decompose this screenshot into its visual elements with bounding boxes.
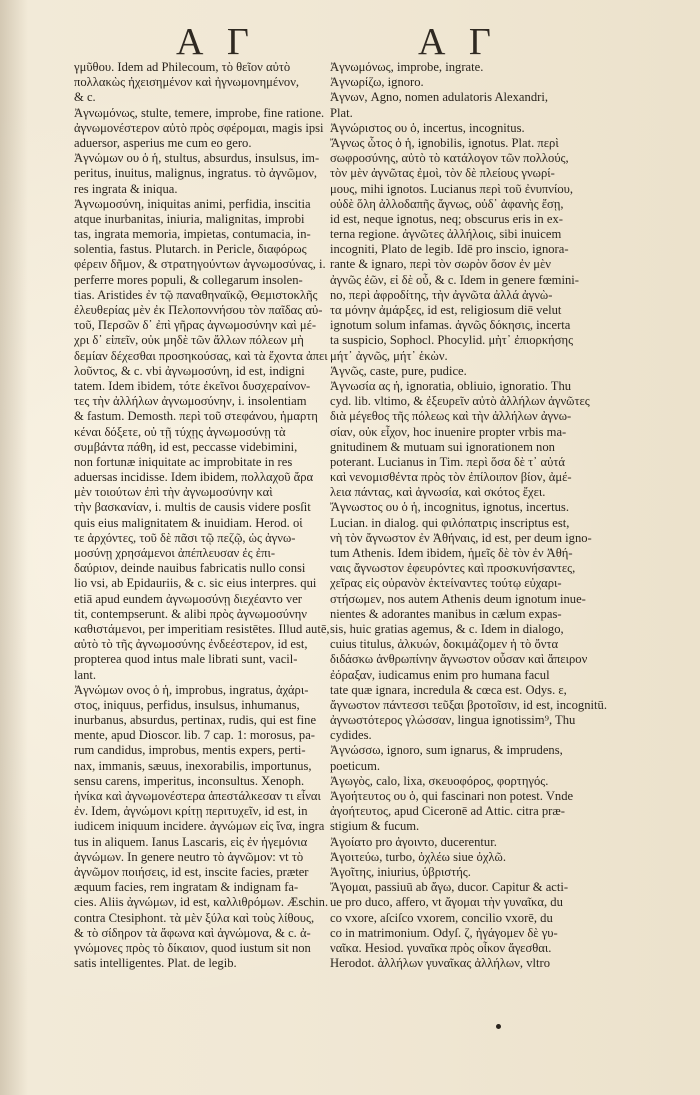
- text-line: ἀγνώμων. In genere neutro τὸ ἀγνῶμον: vt τὸ: [74, 849, 304, 864]
- text-line: & τὸ σίδηρον τὰ ἄφωνα καὶ ἀγνώμονα, & c. ἀ-: [74, 925, 311, 940]
- text-line: ἀγνωμονέστερον αὐτὸ πρὸς σφέρομαι, magis ipsi: [74, 120, 324, 135]
- text-line: sensu carens, imperitus, inconsultus. Xenoph.: [74, 773, 305, 788]
- text-line: τες τὴν ἀλλήλων ἀγνωμοσύνην, i. insolentiam: [74, 394, 307, 409]
- text-line: nax, immanis, sæuus, inexorabilis, importunus,: [74, 758, 312, 773]
- text-line: χρι δ᾽ εἰπεῖν, οὐκ μηδὲ τῶν ἄλλων πόλεων μὴ: [74, 333, 304, 348]
- text-line: νὴ τὸν ἄγνωστον ἐν Ἀθήναις, id est, per deum igno-: [330, 530, 592, 545]
- ink-dot: [496, 1024, 501, 1029]
- text-line: λοῦντος, & c. vbi ἀγνωμοσύνη, id est, indigni: [74, 363, 305, 378]
- text-line: Ἀγνωμόνως, stulte, temere, improbe, fine ratione.: [74, 105, 325, 120]
- text-line: ue pro duco, affero, vt ἄγομαι τὴν γυναῖκα, du: [330, 895, 563, 910]
- text-line: χεῖρας εἰς οὐρανὸν ἐκτείναντες τούτῳ εὐχαρι-: [330, 576, 562, 591]
- text-line: Ἀγνωσία ας ἡ, ignoratia, obliuio, ignoratio. Thu: [330, 378, 572, 393]
- text-line: καὶ νενομισθέντα πρὸς τὸν ἐπίλοιπον βίον, ἀμέ-: [330, 470, 572, 485]
- text-line: Ἀγνώριστος ου ὁ, incertus, incognitus.: [330, 120, 525, 135]
- text-line: γνώμονες πρὸς τὸ δίκαιον, quod iustum sit non: [74, 940, 311, 955]
- text-line: πολλακὼς ἠχεισημένον καὶ ἠγνωμονημένον,: [74, 75, 300, 90]
- text-line: satis intelligentes. Plat. de legib.: [74, 956, 237, 971]
- text-line: gnitudinem & mutuam sui ignorationem non: [330, 439, 555, 454]
- text-line: aduersor, asperius me cum eo gero.: [74, 135, 252, 150]
- text-line: ἀγνῶμον ποιήσεις, id est, inscite facies, præter: [74, 864, 309, 879]
- text-line: rum candidus, improbus, mentis expers, perti-: [74, 743, 306, 758]
- text-line: nientes & adorantes manibus in cælum expas-: [330, 606, 562, 621]
- text-line: Ἄγομαι, passiuū ab ἄγω, ducor. Capitur & acti-: [330, 880, 569, 895]
- text-line: διδάσκω ἀνθρωπίνην ἄγνωστον οὖσαν καὶ ἄπειρον: [330, 652, 588, 667]
- text-line: contra Ctesiphont. τὰ μὲν ξύλα καὶ τοὺς λίθους,: [74, 910, 315, 925]
- text-line: lio vsi, ab Epidauriis, & c. sic eius interpres. qui: [74, 576, 317, 591]
- text-line: τε ἀρχόντες, τοῦ δὲ πᾶσι τῷ πεζῷ, ὡς ἀγνω-: [74, 530, 296, 545]
- header-right: Α Γ: [418, 21, 499, 63]
- text-line: Ἀγνων, Agno, nomen adulatoris Alexandri,: [330, 90, 548, 105]
- text-line: Ἀγοίατο pro ἀγοιντο, ducerentur.: [330, 834, 497, 849]
- text-line: tum Athenis. Idem ibidem, ἡμεῖς δὲ τὸν ἐν Ἀθή-: [330, 546, 573, 560]
- text-line: ἄγνωστον πάντεσσι τεῦξαι βροτοῖσιν, id est, incognitū.: [330, 697, 607, 712]
- text-line: κέναι δόξετε, οὐ τῇ τύχῃς ἀγνωμοσύνῃ τὰ: [74, 424, 286, 439]
- text-line: no, περὶ ἀφροδίτης, τὴν ἀγνῶτα ἀλλά ἀγνὼ-: [330, 287, 553, 302]
- text-line: Lucian. in dialog. qui φιλόπατρις inscriptus est,: [330, 515, 570, 530]
- text-line: στήσωμεν, nos autem Athenis deum ignotum inue-: [330, 591, 586, 606]
- text-line: tas, ingrata memoria, impietas, contumacia, in-: [74, 227, 311, 242]
- text-line: συμβάντα πάθη, id est, peccasse videbimini,: [74, 439, 298, 454]
- text-line: non fortunæ iniquitate ac improbitate in res: [74, 454, 293, 469]
- text-line: ἀγνωστότερος γλώσσαν, lingua ignotissim⁹, Thu: [330, 713, 576, 728]
- text-line: lant.: [74, 667, 97, 682]
- text-line: δαύριον, deinde nauibus fabricatis nullo consi: [74, 561, 306, 576]
- text-line: ναῖκα. Hesiod. γυναῖκα πρὸς οἶκον ἄγεσθαι.: [330, 940, 552, 955]
- text-line: cyd. lib. vltimo, & ἐξευρεῖν αὐτὸ ἀλλήλων ἀγνῶτες: [330, 394, 590, 409]
- text-line: μὲν τοιούτων ἐπὶ τὴν ἀγνωμοσύνην καὶ: [74, 485, 273, 500]
- text-line: tit, contempserunt. & alibi πρὸς ἀγνωμοσύνην: [74, 606, 307, 621]
- text-line: Ἀγνωρίζω, ignoro.: [330, 75, 424, 90]
- text-line: τοῦ, Περσῶν δ᾽ ἐπὶ γῆρας ἀγνωμοσύνην καὶ μέ-: [74, 318, 317, 333]
- text-line: Ἀγοήτευτος ου ὁ, qui fascinari non potest. Vnde: [330, 789, 574, 803]
- text-line: & fastum. Demosth. περὶ τοῦ στεφάνου, ἡμαρτη: [74, 409, 318, 424]
- text-line: Ἀγνώσσω, ignoro, sum ignarus, & imprudens,: [330, 743, 563, 758]
- text-line: solentia, fastus. Plutarch. in Pericle, διαφόρως: [74, 242, 307, 257]
- text-line: peritus, inuitus, malignus, ingratus. τὸ ἀγνῶμον,: [74, 166, 318, 181]
- text-line: ἀγοήτευτος, apud Ciceronē ad Attic. citra præ-: [330, 804, 565, 819]
- text-line: ἐόραξαν, iudicamus enim pro humana facul: [330, 667, 550, 682]
- text-line: mente, apud Dioscor. lib. 7 cap. 1: morosus, pa-: [74, 728, 315, 743]
- text-line: iudicem iniquum incidere. ἀγνώμων εἰς ἵνα, ingra: [74, 819, 325, 834]
- text-line: poeticum.: [330, 758, 381, 773]
- text-line: cies. Aliis ἀγνώμων, id est, καλλιθρόμων. Æschin.: [74, 895, 329, 910]
- text-line: æquum facies, rem ingratam & indignam fa-: [74, 880, 299, 895]
- text-line: σωφροσύνης, αὐτὸ τὸ κατάλογον τῶν πολλούς,: [330, 151, 569, 166]
- text-line: σίαν, οὐκ εἶχον, hoc inuenire propter vrbis ma-: [330, 424, 567, 439]
- text-line: διὰ μέγεθος τῆς πόλεως καὶ τὴν ἀλλήλων ἀγνω-: [330, 409, 572, 424]
- text-line: cuius titulus, ἀλκυών, δοκιμάζομεν ἡ τὸ ὄντα: [330, 637, 559, 652]
- text-line: Ἀγοιτεύω, turbo, ὀχλέω siue ὀχλῶ.: [330, 849, 506, 864]
- text-line: ναις ἄγνωστον ἐφευρόντες καὶ προσκυνήσαντες,: [330, 561, 576, 576]
- text-line: μήτ᾽ ἀγνῶς, μήτ᾽ ἑκὼν.: [330, 348, 448, 363]
- text-line: perferre mores populi, & collegarum insolen-: [74, 272, 303, 287]
- text-line: poterant. Lucianus in Tim. περὶ ὅσα δὲ τ᾽ αὐτά: [330, 454, 565, 469]
- text-line: ἐλευθερίας μὲν ἐκ Πελοποννήσου τὸν παῖδας αὐ-: [74, 303, 323, 317]
- text-line: αὐτὸ τὸ τῆς ἀγνωμοσύνης ἐνδεέστερον, id est,: [74, 637, 308, 652]
- text-line: ἠνίκα καὶ ἀγνωμονέστερα ἀπεστάλκεσαν τι εἶναι: [74, 789, 321, 803]
- text-line: stigium & fucum.: [330, 819, 420, 834]
- text-line: res ingrata & iniqua.: [74, 181, 178, 196]
- text-line: terna regione. ἀγνῶτες ἀλλήλοις, sibi inuicem: [330, 227, 562, 242]
- text-line: quis eius malignitatem & inuidiam. Herod. οἱ: [74, 515, 303, 530]
- text-line: τὸν μὲν ἀγνῶτας ἐμοὶ, τὸν δὲ πλείους γνωρί-: [330, 166, 555, 181]
- text-line: Ἀγνωμοσύνη, iniquitas animi, perfidia, inscitia: [74, 196, 311, 211]
- text-line: cydides.: [330, 728, 372, 743]
- text-line: ignotum solum infamas. ἀγνῶς δόκησις, incerta: [330, 318, 571, 333]
- right-column: [330, 60, 607, 971]
- text-line: tatem. Idem ibidem, τότε ἐκεῖνοι δυσχεραίνον-: [74, 378, 311, 393]
- text-line: sis, huic gratias agemus, & c. Idem in dialogo,: [330, 621, 564, 636]
- text-line: ta suspicio, Sophocl. Phocylid. μὴτ᾽ ἐπιορκήσης: [330, 333, 574, 348]
- spine-shadow: [0, 0, 28, 1095]
- text-line: tus in aliquem. Ianus Lascaris, εἰς ἐν ἡγεμόνια: [74, 834, 308, 849]
- text-line: γμῦθου. Idem ad Philecoum, τὸ θεῖον αὐτὸ: [74, 60, 291, 74]
- text-line: tate quæ ignara, incredula & cœca est. Odys. ε,: [330, 682, 567, 697]
- text-line: μοσύνῃ χρησάμενοι ἀπέπλευσαν ἐς ἐπι-: [74, 546, 276, 560]
- text-line: δεμίαν δέχεσθαι προσηκούσας, καὶ τὰ ἔχοντα ἀπει: [74, 348, 328, 363]
- text-line: φέρειν δῆμον, & στρατηγούντων ἀγνωμοσύνας, i.: [74, 257, 326, 272]
- text-line: atque inurbanitas, iniuria, malignitas, improbi: [74, 211, 305, 226]
- text-line: ἀγνῶς ἐῶν, εἰ δὲ οὖ, & c. Idem in genere fœmini-: [330, 272, 579, 287]
- text-line: Ἀγνώμων ου ὁ ἡ, stultus, absurdus, insulsus, im-: [74, 151, 320, 166]
- text-line: Plat.: [330, 105, 353, 120]
- text-line: incogniti, Plato de legib. Idē pro inscio, ignora-: [330, 242, 569, 257]
- text-line: Ἀγνώμων ονος ὁ ἡ, improbus, ingratus, ἀχάρι-: [74, 682, 309, 697]
- text-line: τα μόνην ἀμάρξες, id est, religiosum diē velut: [330, 303, 562, 317]
- text-line: tias. Aristides ἐν τῷ παναθηναϊκῷ, Θεμιστοκλῆς: [74, 287, 318, 302]
- text-line: στος, iniquus, perfidus, insulsus, inhumanus,: [74, 697, 300, 712]
- text-line: co in matrimonium. Odyſ. ζ, ἠγάγομεν δὲ γυ-: [330, 925, 558, 940]
- text-line: id est, neque ignotus, neq; obscurus eris in ex-: [330, 211, 563, 226]
- text-line: & c.: [74, 90, 96, 105]
- text-line: Ἀγνωμόνως, improbe, ingrate.: [330, 60, 484, 74]
- text-line: τὴν βασκανίαν, i. multis de causis videre posſit: [74, 500, 311, 515]
- text-line: propterea quod intus male librati sunt, vacil-: [74, 652, 298, 667]
- text-line: Ἀγοῖτης, iniurius, ὑβριστής.: [330, 864, 471, 879]
- text-line: ἐν. Idem, ἀγνώμονι κρίτῃ περιτυχεῖν, id est, in: [74, 804, 308, 819]
- text-line: Ἀγωγὸς, calo, lixa, σκευοφόρος, φορτηγός.: [330, 773, 549, 788]
- text-line: μους, mihi ignotos. Lucianus περὶ τοῦ ἐνυπνίου,: [330, 181, 574, 196]
- text-line: Ἄγνως ὧτος ὁ ἡ, ignobilis, ignotus. Plat. περὶ: [330, 135, 559, 150]
- text-line: οὐδὲ ὅλη ἀλλοδαπῆς ἄγνως, οὐδ᾽ ἀφανὴς ἔσῃ,: [330, 196, 564, 211]
- left-column: [74, 60, 330, 971]
- text-line: Herodot. ἀλλήλων γυναῖκας ἀλλήλων, vltro: [330, 956, 550, 971]
- text-line: Ἁγνῶς, caste, pure, pudice.: [330, 363, 467, 378]
- text-line: co vxore, aſciſco vxorem, concilio vxorē, du: [330, 910, 553, 925]
- text-line: aduersas incidisse. Idem ibidem, πολλαχοῦ ἄρα: [74, 470, 314, 485]
- text-line: etiā apud eundem ἀγνωμοσύνῃ διεχέαντο ver: [74, 591, 302, 606]
- text-line: inurbanus, absurdus, pertinax, rudis, qui est fine: [74, 713, 317, 728]
- text-line: Ἄγνωστος ου ὁ ἡ, incognitus, ignotus, incertus.: [330, 500, 569, 515]
- header-left: Α Γ: [176, 21, 257, 63]
- text-line: λεια πάντας, καὶ ἀγνωσία, καὶ σκότος ἔχει.: [330, 485, 546, 500]
- text-line: rante & ignaro, περὶ τὸν σωρὸν ὅσον ἐν μὲν: [330, 257, 551, 272]
- text-line: καθιστάμενοι, per imperitiam resistētes. Illud autē,: [74, 621, 330, 636]
